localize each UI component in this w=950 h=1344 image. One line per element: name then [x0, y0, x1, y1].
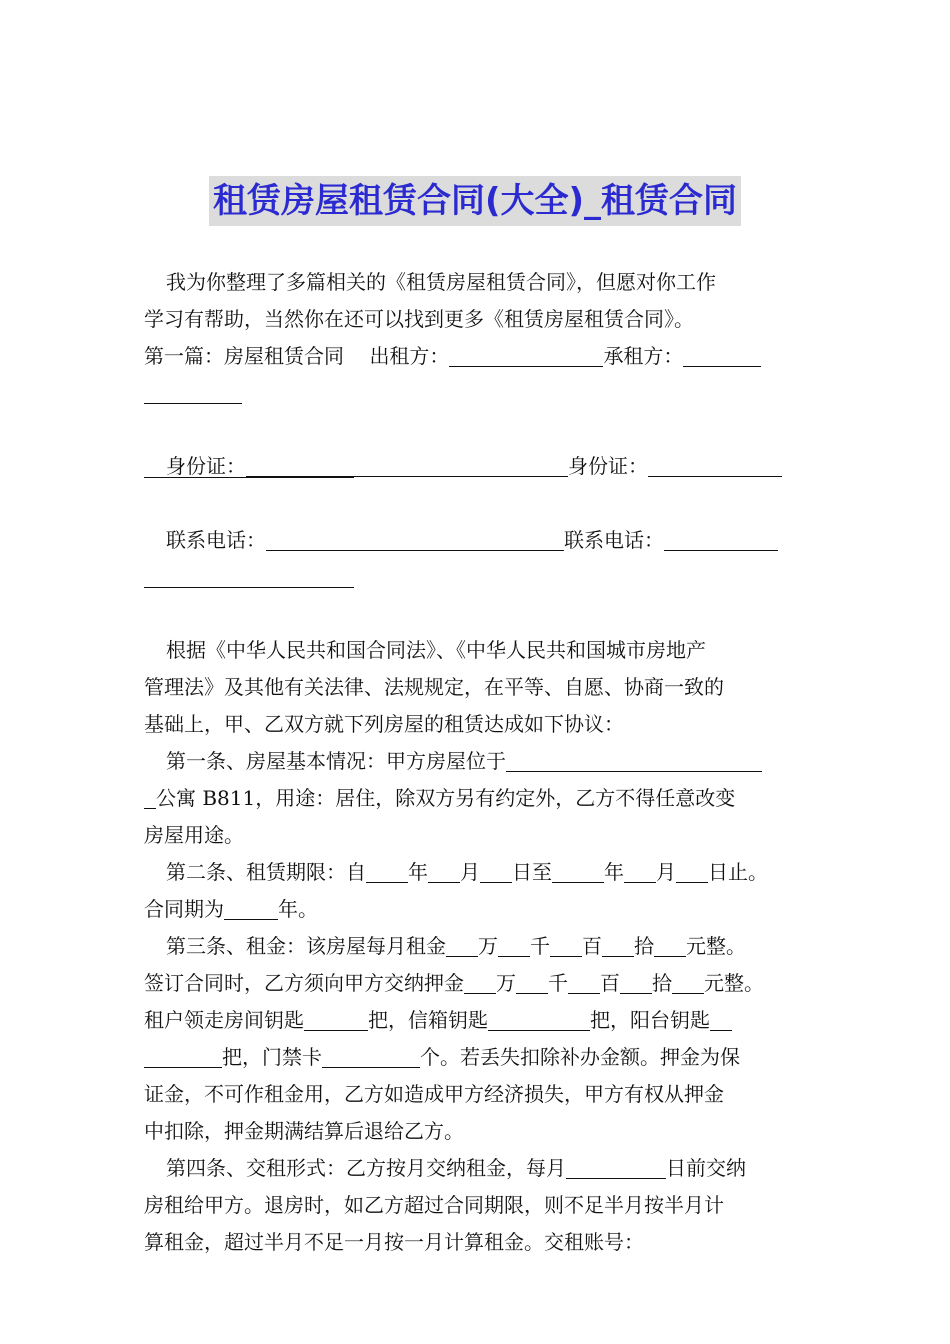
intro-line-2: 学习有帮助，当然你在还可以找到更多《租赁房屋租赁合同》。 [144, 307, 694, 331]
part1-heading: 第一篇：房屋租赁合同 [144, 344, 344, 368]
access-card-blank [322, 1045, 420, 1068]
deposit-shi-blank [620, 971, 652, 994]
rent-wan: 万 [478, 934, 498, 958]
art3-text-4: 个。若丢失扣除补办金额。押金为保 [420, 1045, 740, 1069]
basis-line-1: 根据《中华人民共和国合同法》、《中华人民共和国城市房地产 [166, 638, 706, 662]
room-key-label: 租户领走房间钥匙 [144, 1008, 304, 1032]
deposit-yuan: 元整。 [704, 971, 764, 995]
deposit-qian-blank [516, 971, 548, 994]
id-blank-cont-line [144, 449, 808, 486]
rent-yuan-blank [654, 934, 686, 957]
deposit-bai-blank [568, 971, 600, 994]
art2-start-day-blank [480, 860, 512, 883]
art2-day-end-label: 日止。 [708, 860, 768, 884]
deposit-text: 签订合同时，乙方须向甲方交纳押金 [144, 971, 464, 995]
rent-shi-blank [602, 934, 634, 957]
art4-line-2: 房租给甲方。退房时，如乙方超过合同期限，则不足半月按半月计 [144, 1193, 724, 1217]
deposit-yuan-blank [672, 971, 704, 994]
art4-text-1b: 日前交纳 [666, 1156, 746, 1180]
art3-line-1 [144, 928, 808, 965]
document-title: 租赁房屋租赁合同(大全)_租赁合同 [209, 176, 741, 226]
rent-shi: 拾 [634, 934, 654, 958]
deposit-bai: 百 [600, 971, 620, 995]
lessor-label: 出租方： [369, 344, 450, 368]
access-card-label: 把，门禁卡 [222, 1045, 322, 1069]
deposit-wan-blank [464, 971, 496, 994]
id-label-a: 身份证： [166, 454, 246, 478]
basis-line-2: 管理法》及其他有关法律、法规规定，在平等、自愿、协商一致的 [144, 675, 724, 699]
art3-line-4 [144, 1039, 808, 1076]
art3-line-3 [144, 1002, 808, 1039]
art2-line-1 [144, 854, 808, 891]
document-title-wrap [0, 176, 950, 226]
art1-address-blank-cont [144, 786, 156, 809]
art2-month-label-2: 月 [656, 860, 676, 884]
phone-label-b: 联系电话： [564, 528, 664, 552]
basis-line-3: 基础上，甲、乙双方就下列房屋的租赁达成如下协议： [144, 712, 624, 736]
deposit-wan: 万 [496, 971, 516, 995]
art2-month-label: 月 [460, 860, 480, 884]
art4-text-1: 第四条、交租形式：乙方按月交纳租金，每月 [166, 1156, 566, 1180]
art2-day-to-label: 日至 [512, 860, 552, 884]
balcony-key-blank [710, 1008, 732, 1031]
art4-line-1 [144, 1150, 808, 1187]
id-blank-b-cont [144, 455, 354, 478]
lessee-blank-cont [144, 381, 242, 404]
art2-end-month-blank [624, 860, 656, 883]
art3-text: 第三条、租金：该房屋每月租金 [166, 934, 446, 958]
intro-line-1: 我为你整理了多篇相关的《租赁房屋租赁合同》，但愿对你工作 [166, 270, 716, 294]
lessee-label: 承租方： [603, 344, 684, 368]
phone-blank-cont-line [144, 559, 808, 596]
art2-line-2 [144, 891, 808, 928]
art2-term-blank [224, 897, 278, 920]
art2-start-year-blank [366, 860, 408, 883]
art2-end-day-blank [676, 860, 708, 883]
rent-qian: 千 [530, 934, 550, 958]
rent-wan-blank [446, 934, 478, 957]
art1-address-blank [506, 749, 762, 772]
phone-blank-a [266, 528, 564, 551]
art2-year-label: 年 [408, 860, 428, 884]
id-label-b: 身份证： [568, 454, 648, 478]
rent-bai-blank [550, 934, 582, 957]
art4-line-3: 算租金，超过半月不足一月按一月计算租金。交租账号： [144, 1230, 644, 1254]
phone-label-a: 联系电话： [166, 528, 266, 552]
rent-yuan: 元整。 [686, 934, 746, 958]
room-key-blank [304, 1008, 368, 1031]
deposit-qian: 千 [548, 971, 568, 995]
mailbox-key-label: 把，信箱钥匙 [368, 1008, 488, 1032]
art1-line-2 [144, 780, 808, 817]
document-body [144, 264, 808, 1261]
art3-line-6: 中扣除，押金期满结算后退给乙方。 [144, 1119, 464, 1143]
lessee-blank [683, 344, 761, 367]
art2-end-year-blank [552, 860, 604, 883]
lessee-blank-cont-line [144, 375, 808, 412]
art1-text-1: 第一条、房屋基本情况：甲方房屋位于 [166, 749, 506, 773]
rent-qian-blank [498, 934, 530, 957]
art3-line-5: 证金，不可作租金用，乙方如造成甲方经济损失，甲方有权从押金 [144, 1082, 724, 1106]
art1-text-2: 公寓 B811，用途：居住，除双方另有约定外，乙方不得任意改变 [156, 786, 736, 810]
mailbox-key-blank [488, 1008, 590, 1031]
lessor-blank [449, 344, 603, 367]
art1-line-1 [144, 743, 808, 780]
phone-line [144, 522, 808, 559]
phone-blank-b [664, 528, 778, 551]
art1-line-3: 房屋用途。 [144, 823, 244, 847]
phone-blank-b-cont [144, 565, 354, 588]
deposit-shi: 拾 [652, 971, 672, 995]
art2-term-label: 合同期为 [144, 897, 224, 921]
art2-text: 第二条、租赁期限：自 [166, 860, 366, 884]
pay-day-blank [566, 1156, 666, 1179]
art2-term-unit: 年。 [278, 897, 318, 921]
art2-start-month-blank [428, 860, 460, 883]
balcony-key-blank-cont [144, 1045, 222, 1068]
rent-bai: 百 [582, 934, 602, 958]
part1-parties-line [144, 338, 808, 375]
art3-line-2 [144, 965, 808, 1002]
balcony-key-label: 把，阳台钥匙 [590, 1008, 710, 1032]
art2-year-label-2: 年 [604, 860, 624, 884]
